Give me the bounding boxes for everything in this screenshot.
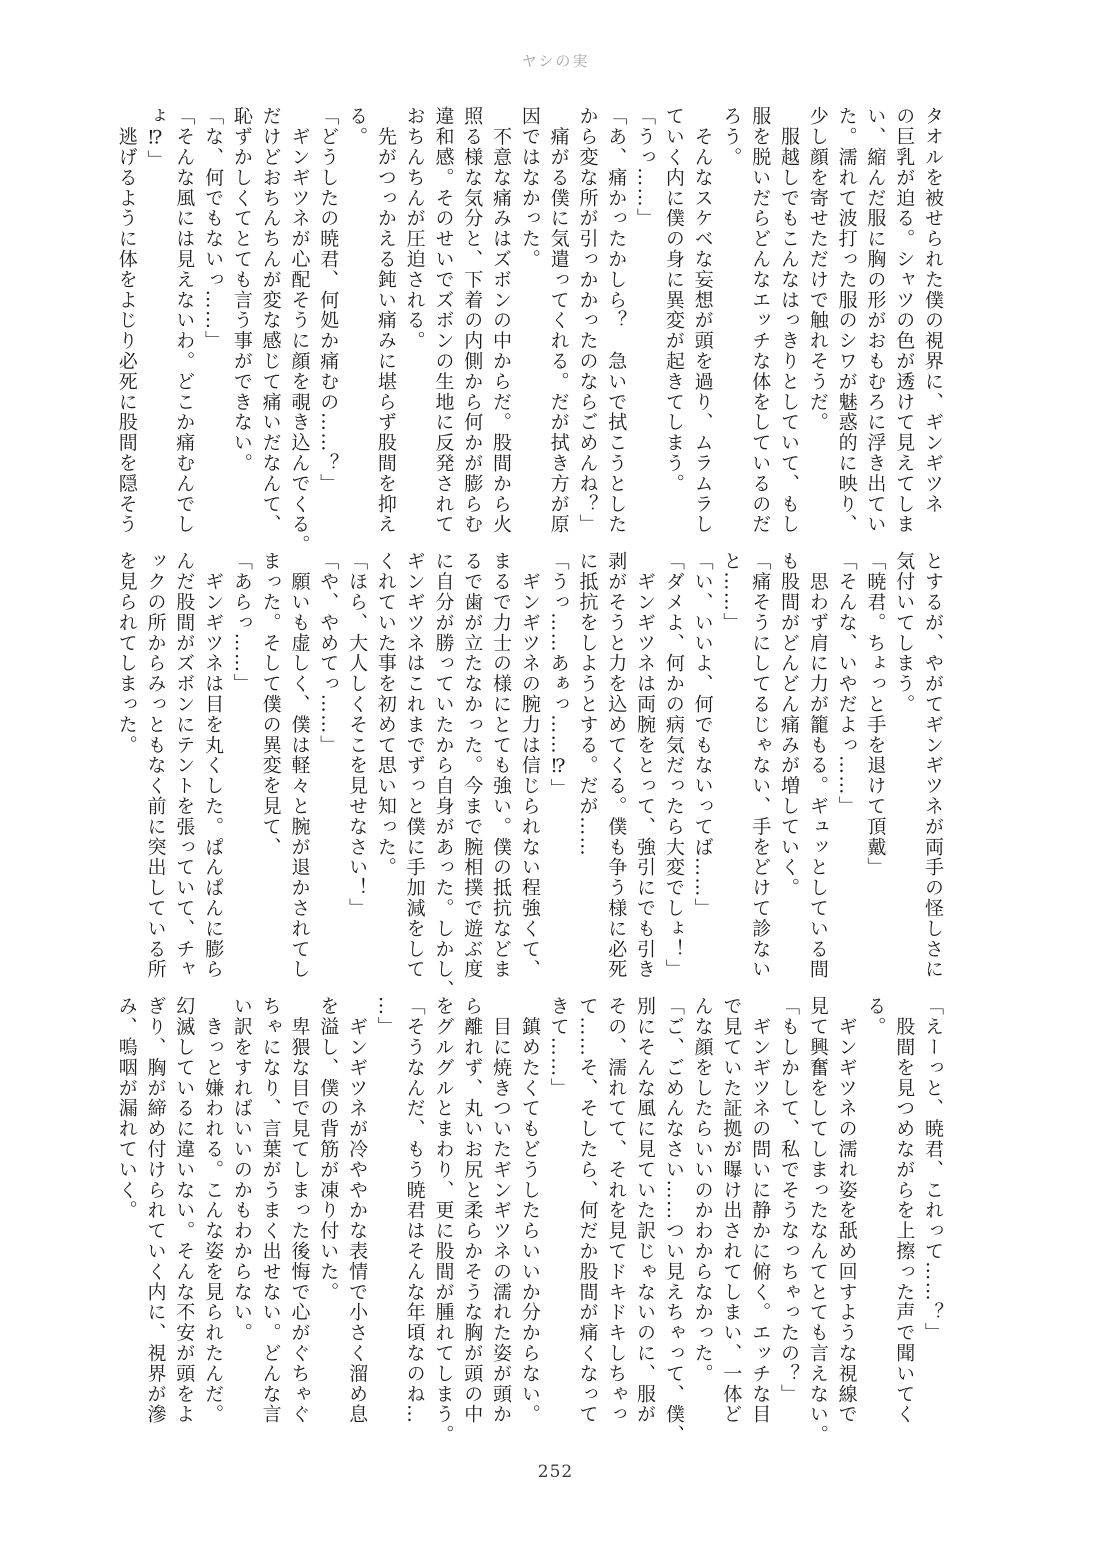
- page-number: 252: [537, 1462, 574, 1482]
- text-line: ぎり、胸が締め付けられていく内に、視界が滲: [144, 996, 167, 1425]
- text-line: ら離れず、丸いお尻と柔らかそうな胸が頭の中: [461, 996, 484, 1425]
- text-band-top: [111, 106, 947, 555]
- text-line: る。: [346, 106, 369, 147]
- text-line: そんなスケベな妄想が頭を過り、ムラムラし: [691, 106, 714, 535]
- text-line: 「うっ……」: [634, 106, 657, 229]
- text-line: に自分が勝っていたから自身があった。しかし、: [432, 551, 455, 1000]
- text-line: を見られてしまった。: [115, 551, 138, 755]
- text-line: 「もしかして、私でそうなっちゃったの？」: [778, 996, 801, 1404]
- text-line: …」: [374, 996, 397, 1037]
- text-band-middle: [111, 551, 947, 1000]
- text-line: 「ほら、大人しくそこを見せなさい！」: [346, 551, 369, 919]
- text-line: 目に焼きついたギンギツネの濡れた姿が頭か: [490, 996, 513, 1425]
- text-line: まるで力士の様にとても強い。僕の抵抗などま: [490, 551, 513, 980]
- text-line: 逃げるように体をよじり必死に股間を隠そう: [115, 106, 138, 535]
- text-line: から変な所が引っかかったのならごめんね？」: [576, 106, 599, 535]
- text-line: 「ご、ごめんなさい……つい見えちゃって、僕、: [662, 996, 685, 1445]
- text-line: 「や、やめてっ……」: [317, 551, 340, 755]
- text-line: の巨乳が迫る。シャツの色が透けて見えてしま: [893, 106, 916, 535]
- text-line: ギンギツネは両腕をとって、強引にでも引き: [634, 551, 657, 980]
- text-line: 「えーっと、暁君、これって……？」: [922, 996, 944, 1343]
- text-line: 別にそんな風に見ていた訳じゃないのに、服が: [634, 996, 657, 1425]
- text-line: ギンギツネは目を丸くした。ぱんぱんに膨ら: [202, 551, 225, 980]
- text-line: きて……」: [547, 996, 570, 1098]
- text-line: ろう。: [720, 106, 743, 168]
- text-line: 「痛そうにしてるじゃない、手をどけて診ない: [749, 551, 772, 980]
- text-line: おちんちんが圧迫される。: [403, 106, 426, 351]
- text-line: 卑猥な目で見てしまった後悔で心がぐちゃぐ: [288, 996, 311, 1425]
- text-line: ギンギツネの問いに静かに俯く。エッチな目: [749, 996, 772, 1425]
- text-line: 先がつっかえる鈍い痛みに堪らず股間を抑え: [374, 106, 397, 535]
- text-line: 「な、何でもないっ……」: [202, 106, 225, 351]
- text-line: を溢し、僕の背筋が凍り付いた。: [317, 996, 340, 1302]
- text-line: 「あらっ……」: [230, 551, 253, 694]
- text-line: んな顔をしたらいいのかわからなかった。: [691, 996, 714, 1384]
- text-line: んだ股間がズボンにテントを張っていて、チャ: [173, 551, 196, 980]
- text-line: も股間がどんどん痛みが増していく。: [778, 551, 801, 898]
- text-line: 思わず肩に力が籠もる。ギュッとしている間: [806, 551, 829, 980]
- running-header-title: ヤシの実: [521, 52, 590, 70]
- text-line: 「ダメよ、何かの病気だったら大変でしょ！」: [662, 551, 685, 980]
- text-band-bottom: [111, 996, 947, 1445]
- text-line: み、嗚咽が漏れていく。: [115, 996, 138, 1221]
- text-line: 股間を見つめながらを上擦った声で聞いてく: [893, 996, 916, 1425]
- text-line: ちゃになり、言葉がうまく出せない。どんな言: [259, 996, 282, 1425]
- text-line: 「どうしたの暁君、何処か痛むの……？」: [317, 106, 340, 494]
- text-line: で見ていた証拠が曝け出されてしまい、一体ど: [720, 996, 743, 1425]
- text-line: 「うっ……あぁっ……⁉」: [547, 551, 570, 799]
- text-line: くれていた事を初めて思い知った。: [374, 551, 397, 878]
- text-line: 気付いてしまう。: [893, 551, 916, 715]
- text-line: その、濡れてて、それを見てドキドキしちゃっ: [605, 996, 628, 1425]
- text-line: だけどおちんちんが変な感じて痛いだなんて、: [259, 106, 282, 535]
- text-line: きっと嫌われる。こんな姿を見られたんだ。: [202, 996, 225, 1425]
- text-line: 照る様な気分と、下着の内側から何かが膨らむ: [461, 106, 484, 535]
- text-line: るで歯が立たなかった。今まで腕相撲で遊ぶ度: [461, 551, 484, 980]
- text-line: ギンギツネの濡れ姿を舐め回すような視線で: [835, 996, 858, 1425]
- text-line: 「あ、痛かったかしら？ 急いで拭こうとした: [605, 106, 628, 535]
- text-line: 鎮めたくてもどうしたらいいか分からない。: [518, 996, 541, 1425]
- text-line: 願いも虚しく、僕は軽々と腕が退かされてし: [288, 551, 311, 980]
- text-line: 服を脱いだらどんなエッチな体をしているのだ: [749, 106, 772, 535]
- text-line: 因ではなかった。: [518, 106, 541, 270]
- text-line: ていく内に僕の身に異変が起きてしまう。: [662, 106, 685, 494]
- text-line: と……」: [720, 551, 743, 633]
- text-line: に抵抗をしようとする。だが……: [576, 551, 599, 857]
- text-line: 痛がる僕に気遣ってくれる。だが拭き方が原: [547, 106, 570, 535]
- text-line: ギンギツネはこれまでずっと僕に手加減をして: [403, 551, 426, 980]
- text-line: 剥がそうと力を込めてくる。僕も争う様に必死: [605, 551, 628, 980]
- text-line: 「そんな風には見えないわ。どこか痛むんでし: [173, 106, 196, 535]
- text-line: 「そうなんだ、もう暁君はそんな年頃なのね…: [403, 996, 426, 1425]
- text-line: た。濡れて波打った服のシワが魅惑的に映り、: [835, 106, 858, 535]
- text-line: 恥ずかしくてとても言う事ができない。: [230, 106, 253, 474]
- text-line: 不意な痛みはズボンの中からだ。股間から火: [490, 106, 513, 535]
- text-line: ックの所からみっともなく前に突出している所: [144, 551, 167, 980]
- text-line: ギンギツネが心配そうに顔を覗き込んでくる。: [288, 106, 311, 555]
- text-line: 服越しでもこんなはっきりとしていて、もし: [778, 106, 801, 535]
- text-line: 「暁君。ちょっと手を退けて頂戴」: [864, 551, 887, 878]
- text-line: 「い、いいよ、何でもないってば……」: [691, 551, 714, 919]
- text-line: ょ⁉」: [144, 106, 167, 171]
- text-line: 見て興奮をしてしまったなんてとても言えない。: [806, 996, 829, 1445]
- text-line: をグルグルとまわり、更に股間が腫れてしまう。: [432, 996, 455, 1445]
- text-line: まった。そして僕の異変を見て、: [259, 551, 282, 857]
- text-line: い訳をすればいいのかもわからない。: [230, 996, 253, 1343]
- text-line: 「そんな、いやだよっ……」: [835, 551, 858, 817]
- text-line: 違和感。そのせいでズボンの生地に反発されて: [432, 106, 455, 535]
- text-line: 幻滅しているに違いない。そんな不安が頭をよ: [173, 996, 196, 1425]
- text-line: とするが、やがてギンギツネが両手の怪しさに: [922, 551, 944, 980]
- text-line: タオルを被せられた僕の視界に、ギンギツネ: [922, 106, 944, 514]
- text-line: 少し顔を寄せただけで触れそうだ。: [806, 106, 829, 433]
- text-line: い、縮んだ服に胸の形がおもむろに浮き出てい: [864, 106, 887, 535]
- text-line: ギンギツネが冷ややかな表情で小さく溜め息: [346, 996, 369, 1425]
- text-line: ギンギツネの腕力は信じられない程強くて、: [518, 551, 541, 980]
- text-line: て……そ、そしたら、何だか股間が痛くなって: [576, 996, 599, 1425]
- text-line: る。: [864, 996, 887, 1037]
